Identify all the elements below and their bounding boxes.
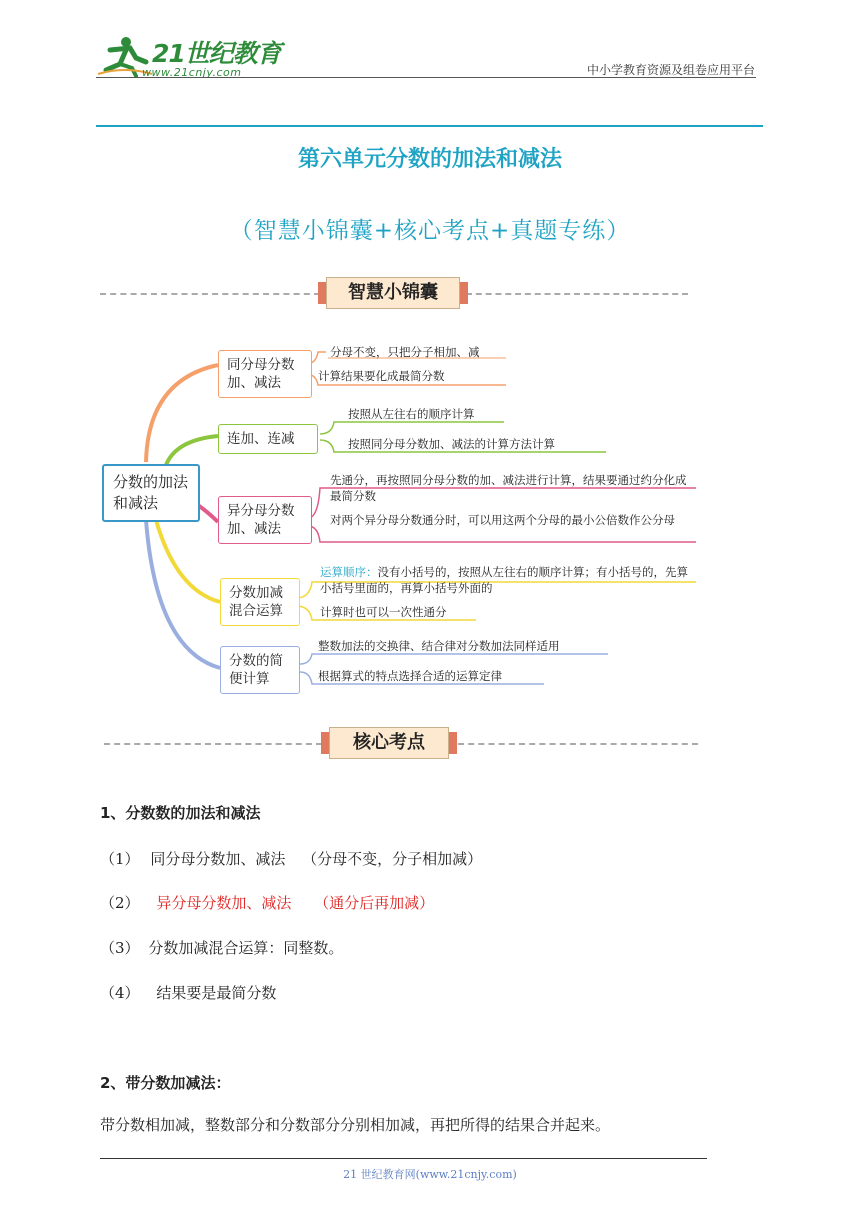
header-divider — [96, 77, 756, 78]
branch-mixed-operations: 分数加减混合运算 — [220, 578, 300, 626]
branch-same-denominator: 同分母分数加、减法 — [218, 350, 312, 398]
banner-dash-right — [466, 293, 688, 295]
platform-label: 中小学教育资源及组卷应用平台 — [586, 63, 755, 77]
note-simple-1: 整数加法的交换律、结合律对分数加法同样适用 — [318, 639, 560, 653]
point1-title: 1、分数数的加法和减法 — [100, 804, 261, 822]
item-3-text: 分数加减混合运算：同整数。 — [148, 939, 344, 957]
footer-divider — [100, 1158, 707, 1159]
point2-title: 2、带分数加减法： — [100, 1074, 231, 1092]
item-3 — [100, 937, 343, 958]
brand-logo: 21世纪教育 — [152, 39, 281, 68]
footer-link[interactable]: 21 世纪教育网(www.21cnjy.com) — [343, 1168, 517, 1181]
note-same-2: 计算结果要化成最简分数 — [318, 369, 445, 383]
point2-text: 带分数相加减，整数部分和分数部分分别相加减，再把所得的结果合并起来。 — [100, 1116, 611, 1134]
note-simple-2: 根据算式的特点选择合适的运算定律 — [318, 669, 502, 683]
banner2-dash-right — [458, 743, 698, 745]
note-different-1: 先通分，再按照同分母分数的加、减法进行计算，结果要通过约分化成最简分数 — [330, 473, 687, 503]
branch-continuous: 连加、连减 — [218, 424, 318, 454]
core-banner: 核心考点 — [329, 727, 449, 759]
page-subtitle: （智慧小锦囊+核心考点+真题专练） — [229, 218, 631, 244]
tips-banner: 智慧小锦囊 — [326, 277, 460, 309]
mindmap-root: 分数的加法和减法 — [102, 464, 200, 522]
branch-simplification: 分数的简便计算 — [220, 646, 300, 694]
note-mixed-1-wrapper — [320, 564, 696, 596]
note-mixed-2: 计算时也可以一次性通分 — [320, 605, 447, 619]
note-continuous-2: 按照同分母分数加、减法的计算方法计算 — [348, 437, 555, 451]
banner-dash-left — [100, 293, 320, 295]
item-1-num: （1） — [100, 850, 140, 868]
item-2-text: 异分母分数加、减法 — [156, 894, 292, 912]
item-4-text: 结果要是最简分数 — [156, 984, 277, 1002]
note-same-1: 分母不变，只把分子相加、减 — [330, 345, 480, 359]
branch-different-denominator: 异分母分数加、减法 — [218, 496, 312, 544]
item-1-text: 同分母分数加、减法 — [150, 850, 286, 868]
item-1-note: （分母不变，分子相加减） — [302, 850, 483, 868]
brand-url: www.21cnjy.com — [142, 66, 242, 79]
item-1 — [100, 848, 482, 869]
note-different-2: 对两个异分母分数通分时，可以用这两个分母的最小公倍数作公分母 — [330, 513, 675, 527]
item-4-num: （4） — [100, 984, 140, 1002]
item-4 — [100, 982, 276, 1003]
mindmap — [96, 330, 716, 700]
item-2-note: （通分后再加减） — [314, 894, 435, 912]
item-2 — [100, 892, 434, 913]
page-title: 第六单元分数的加法和减法 — [297, 147, 562, 172]
note-mixed-prefix: 运算顺序： — [320, 565, 378, 579]
note-continuous-1: 按照从左往右的顺序计算 — [348, 407, 475, 421]
item-3-num: （3） — [100, 939, 140, 957]
banner2-dash-left — [104, 743, 322, 745]
note-mixed-1: 没有小括号的，按照从左往右的顺序计算；有小括号的，先算小括号里面的，再算小括号外面的 — [320, 565, 688, 595]
title-divider — [96, 125, 763, 127]
item-2-num: （2） — [100, 894, 140, 912]
